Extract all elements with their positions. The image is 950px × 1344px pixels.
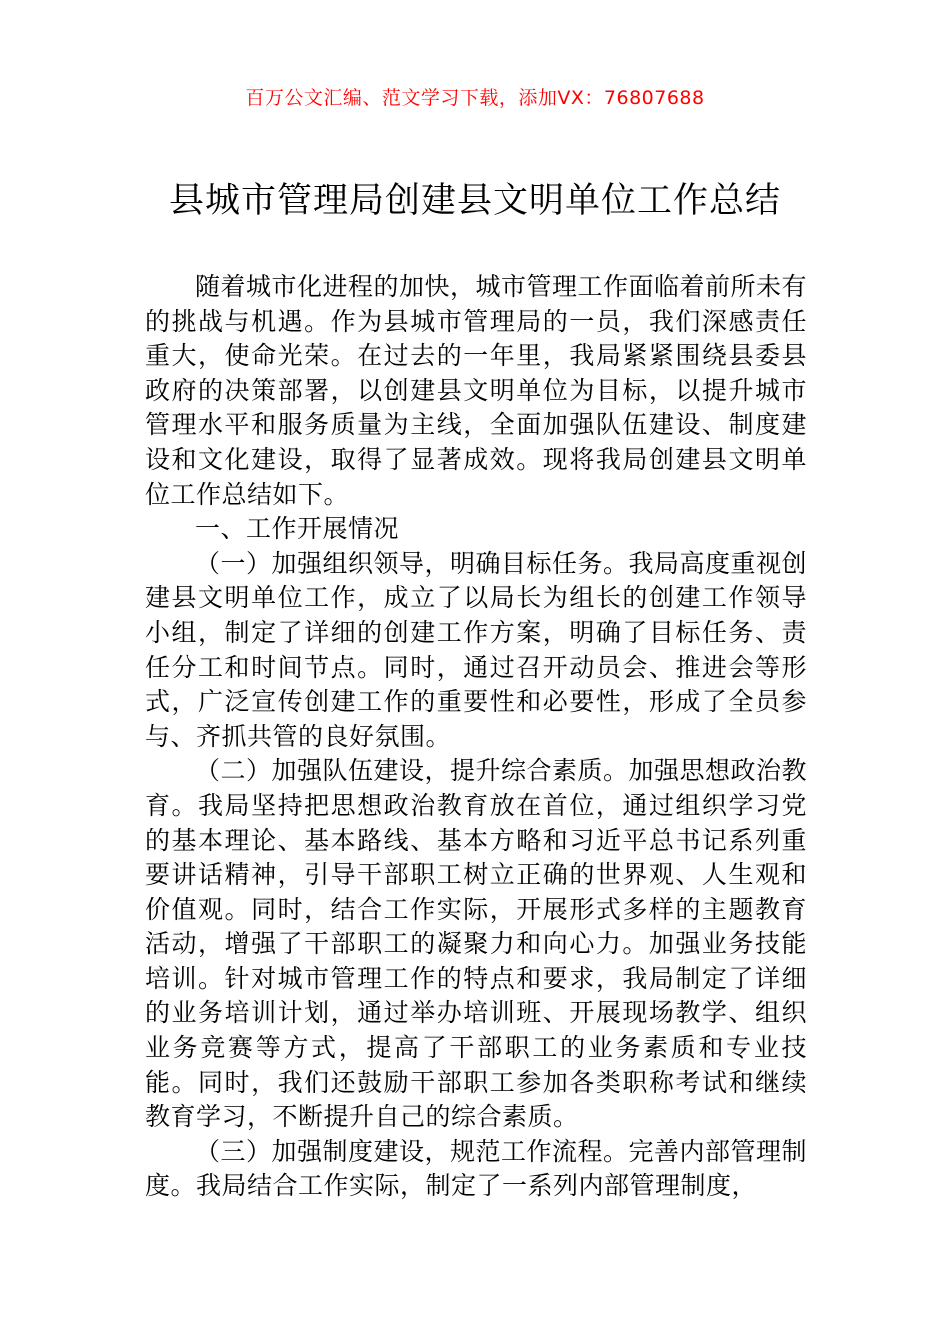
paragraph-system-building: （三）加强制度建设，规范工作流程。完善内部管理制度。我局结合工作实际，制定了一系列内部管理制度， [145,1136,808,1201]
paragraph-team-building: （二）加强队伍建设，提升综合素质。加强思想政治教育。我局坚持把思想政治教育放在首位，通过组织学习党的基本理论、基本路线、基本方略和习近平总书记系列重要讲话精神，引导干部职工树立正确的世界观、人生观和价值观。同时，结合工作实际，开展形式多样的主题教育活动，增强了干部职工的凝聚力和向心力。加强业务技能培训。针对城市管理工作的特点和要求，我局制定了详细的业务培训计划，通过举办培训班、开展现场教学、组织业务竞赛等方式，提高了干部职工的业务素质和专业技能。同时，我们还鼓励干部职工参加各类职称考试和继续教育学习，不断提升自己的综合素质。 [145,756,808,1132]
document-title: 县城市管理局创建县文明单位工作总结 [168,181,781,221]
paragraph-organization-leadership: （一）加强组织领导，明确目标任务。我局高度重视创建县文明单位工作，成立了以局长为组长的创建工作领导小组，制定了详细的创建工作方案，明确了目标任务、责任分工和时间节点。同时，通过召开动员会、推进会等形式，广泛宣传创建工作的重要性和必要性，形成了全员参与、齐抓共管的良好氛围。 [145,548,808,751]
document-body [145,270,807,1204]
header-watermark-note: 百万公文汇编、范文学习下载，添加VX：76807688 [245,87,705,109]
section-heading-work-progress: 一、工作开展情况 [195,514,400,544]
intro-paragraph: 随着城市化进程的加快，城市管理工作面临着前所未有的挑战与机遇。作为县城市管理局的一员，我们深感责任重大，使命光荣。在过去的一年里，我局紧紧围绕县委县政府的决策部署，以创建县文明单位为目标，以提升城市管理水平和服务质量为主线，全面加强队伍建设、制度建设和文化建设，取得了显著成效。现将我局创建县文明单位工作总结如下。 [145,272,808,509]
